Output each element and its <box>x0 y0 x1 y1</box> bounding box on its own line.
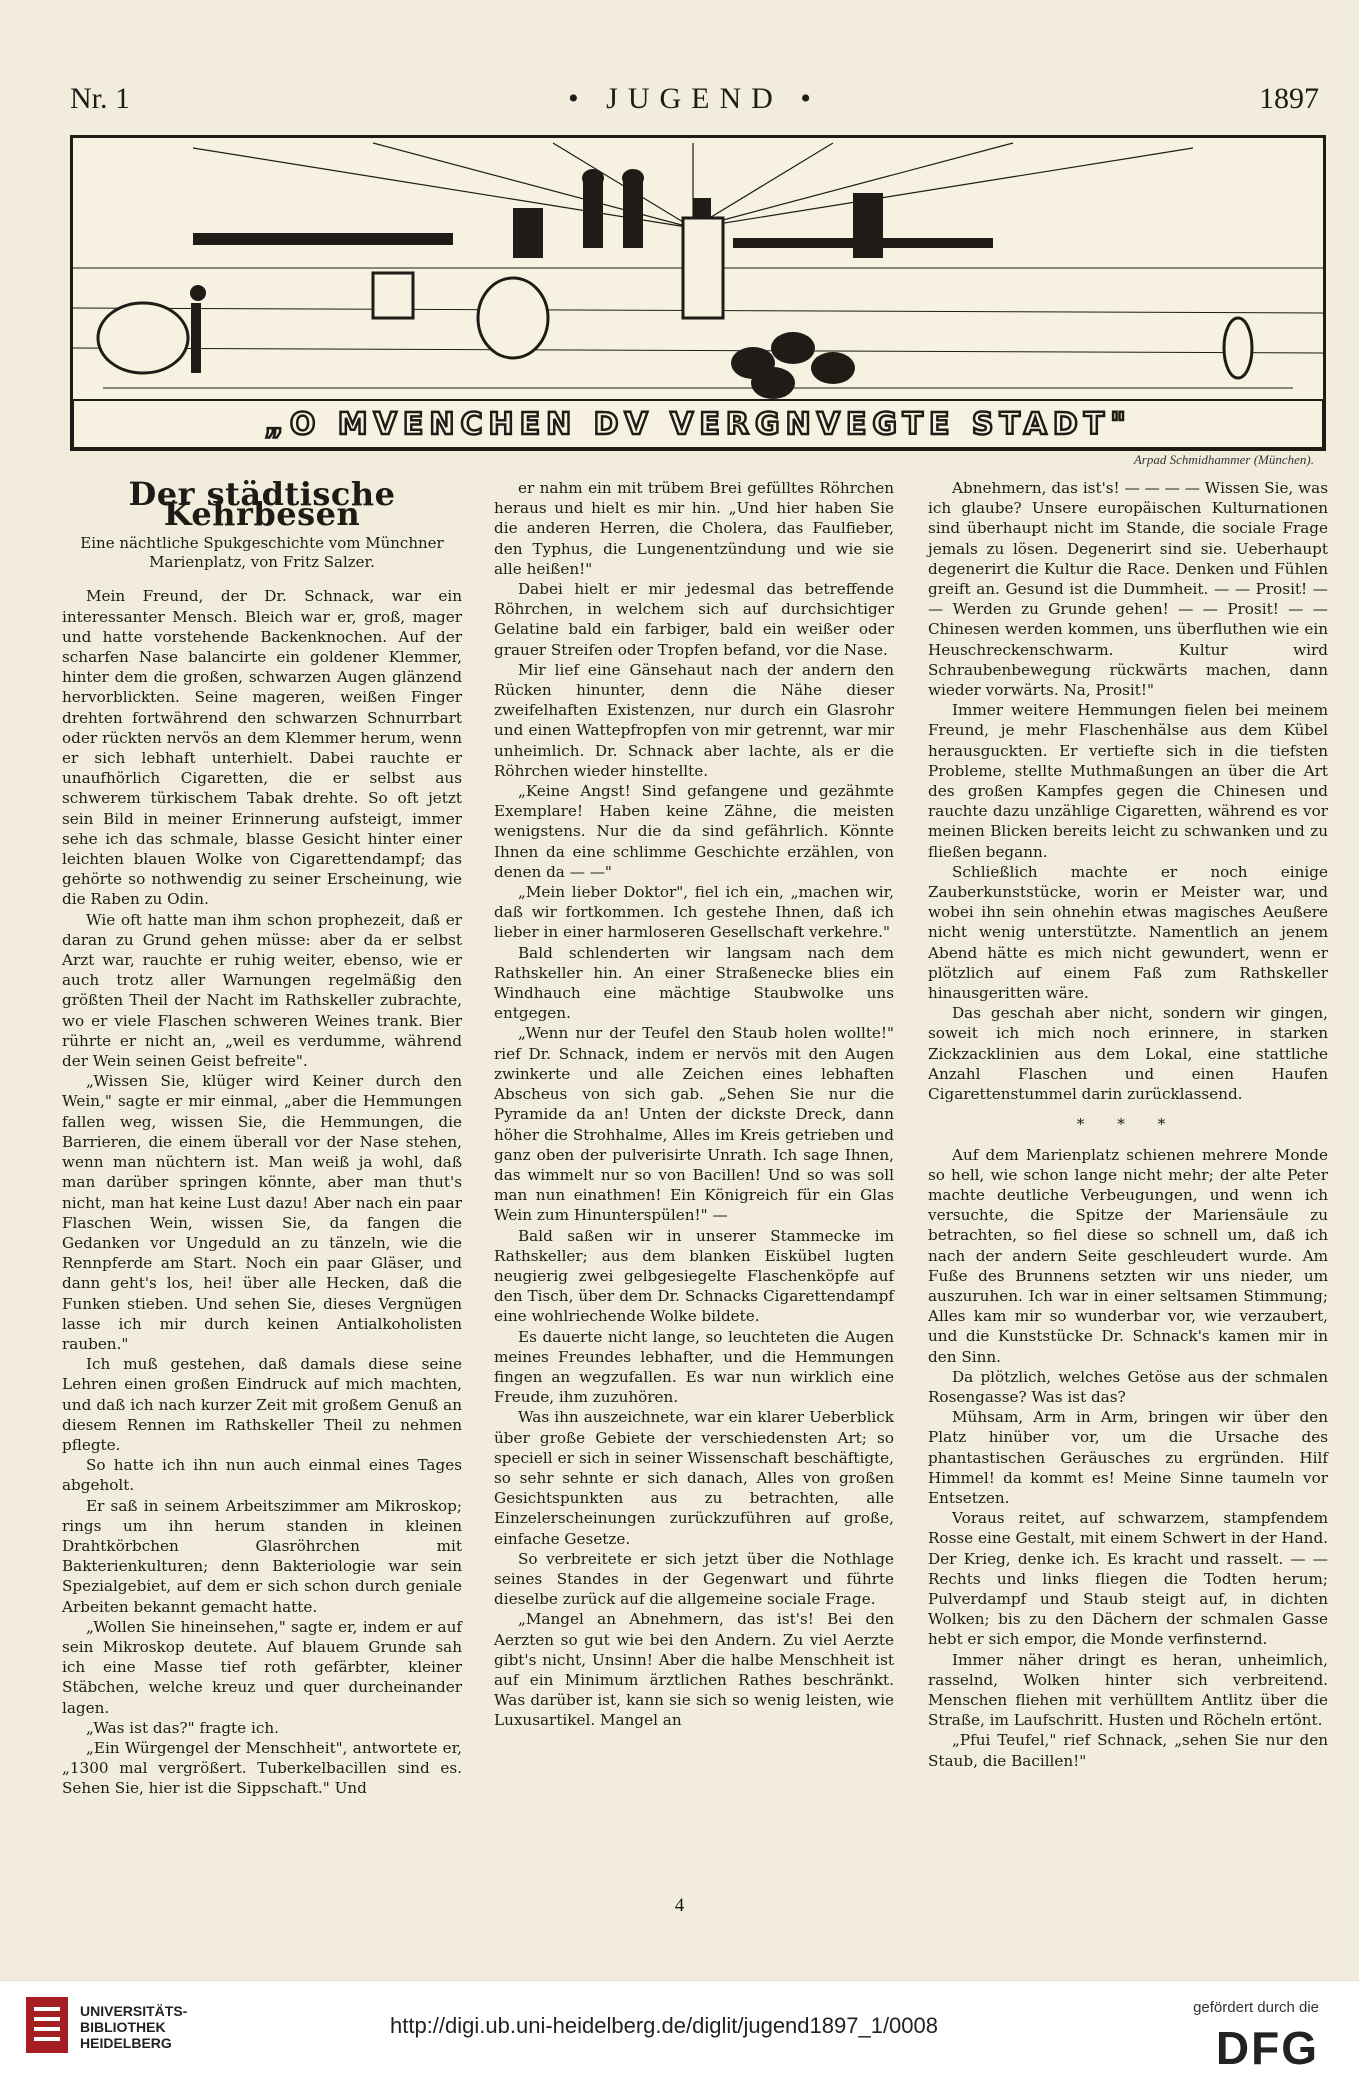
column-1 <box>62 475 462 1799</box>
paragraph: Wie oft hatte man ihm schon prophezeit, daß er daran zu Grund gehen müsse: aber da er selbst Arzt war, rauchte er ruhig weiter, ebenso, wie er auch trotz aller Warnungen regelmäßig den größten Theil der Nacht im Rathskeller zubrachte, wo er viele Flaschen schweren Weines trank. Bier rührte er nicht an, „weil es verdumme, während der Wein seinen Geist befreite". <box>62 910 462 1071</box>
viewer-footer <box>0 1980 1359 2079</box>
issue-number: Nr. 1 <box>70 82 130 115</box>
university-library-logo-icon <box>24 1995 70 2055</box>
paragraph: „Wissen Sie, klüger wird Keiner durch den Wein," sagte er mir einmal, „aber die Hemmungen fallen weg, wissen Sie, die Hemmungen, die Barrieren, die einem überall vor der Nase stehen, wenn man nüchtern ist. Man weiß ja wohl, daß man darüber springen könnte, aber man thut's nicht, man hat keine Lust dazu! Aber nach ein paar Flaschen Wein, wissen Sie, da fangen die Gedanken vor Ungeduld an zu tänzeln, wie die Rennpferde am Start. Noch ein paar Gläser, und dann geht's los, hei! über alle Hecken, daß die Funken stieben. Und sehen Sie, dieses Vergnügen lasse ich mir durch keinen Antialkoholisten rauben." <box>62 1072 462 1353</box>
paragraph: „Pfui Teufel," rief Schnack, „sehen Sie nur den Staub, die Bacillen!" <box>928 1731 1328 1770</box>
paragraph: Da plötzlich, welches Getöse aus der schmalen Rosengasse? Was ist das? <box>928 1367 1328 1406</box>
paragraph: Das geschah aber nicht, sondern wir gingen, soweit ich mich noch erinnere, in starken Zickzacklinien aus dem Lokal, eine stattliche Anzahl Flaschen und einen Haufen Cigarettenstummel darin zurücklassend. <box>928 1004 1328 1104</box>
paragraph: So verbreitete er sich jetzt über die Nothlage seines Standes in der Gegenwart und führte dieselbe zurück auf die allgemeine sociale Frage. <box>494 1549 894 1609</box>
paragraph: Abnehmern, das ist's! — — — — Wissen Sie, was ich glaube? Unsere europäischen Kulturnationen sind überhaupt nicht im Stande, die sociale Frage jemals zu lösen. Degenerirt sind sie. Ueberhaupt degenerirt die Kultur die Race. Denken und Fühlen greift an. Gesund ist die Dummheit. — — Prosit! — — Werden zu Grunde gehen! — — Prosit! — — Chinesen werden kommen, uns überfluthen wie ein Heuschreckenschwarm. Kultur wird Schraubenbewegung rückwärts machen, dann wieder vorwärts. Na, Prosit!" <box>928 479 1328 700</box>
paragraph: Was ihn auszeichnete, war ein klarer Ueberblick über große Gebiete der verschiedensten Art; so speciell er sich in seiner Wissenschaft beschäftigte, so sehr sehnte er sich danach, Alles von großen Gesichtspunkten aus zu betrachten, alle Einzelerscheinungen zurückzuführen auf große, einfache Gesetze. <box>494 1408 894 1548</box>
paragraph: Bald saßen wir in unserer Stammecke im Rathskeller; aus dem blanken Eiskübel lugten neugierig zwei gelbgesiegelte Flaschenköpfe auf den Tisch, über dem Dr. Schnacks Cigarettendampf eine wohlriechende Wolke bildete. <box>494 1226 894 1326</box>
paragraph: „Keine Angst! Sind gefangene und gezähmte Exemplare! Haben keine Zähne, die meisten wenigstens. Nur die da sind gefährlich. Könnte Ihnen da eine schlimme Geschichte erzählen, von denen da — —" <box>494 782 894 881</box>
paragraph: „Wenn nur der Teufel den Staub holen wollte!" rief Dr. Schnack, indem er nervös mit den Augen zwinkerte und alle Zeichen eines lebhaften Abscheus von sich gab. „Sehen Sie nur die Pyramide da an! Unten der dickste Dreck, dann höher die Strohhalme, Alles im Kreis getrieben und ganz oben der pulverisirte Unrath. Ich sage Ihnen, das wimmelt nur so von Bacillen! Und so was soll man nun einathmen! Ein Königreich für ein Glas Wein zum Hinunterspülen!" — <box>494 1024 894 1225</box>
paragraph: Dabei hielt er mir jedesmal das betreffende Röhrchen, in welchem sich auf durchsichtiger Gelatine bald ein farbiger, bald ein weißer oder grauer Streifen oder Tropfen befand, vor die Nase. <box>494 580 894 659</box>
paragraph: Auf dem Marienplatz schienen mehrere Monde so hell, wie schon lange nicht mehr; der alte Peter machte deutliche Verbeugungen, und wenn ich versuchte, die Spitze der Mariensäule zu betrachten, so fiel diese so schnell um, daß ich nach der andern Seite geschleudert wurde. Am Fuße des Brunnens setzten wir uns nieder, um auszuruhen. Ich war in einer seltsamen Stimmung; Alles kam mir so wunderbar vor, wie verzaubert, und die Kunststücke Dr. Schnack's kamen mir in den Sinn. <box>928 1145 1328 1366</box>
paragraph: Bald schlenderten wir langsam nach dem Rathskeller hin. An einer Straßenecke blies ein Windhauch eine mächtige Staubwolke uns entgegen. <box>494 943 894 1023</box>
dfg-logo: DFG <box>1215 2022 1319 2074</box>
paragraph: er nahm ein mit trübem Brei gefülltes Röhrchen heraus und hielt es mir hin. „Und hier haben Sie die anderen Herren, die Cholera, das Faulfieber, den Typhus, die Lungenentzündung und wie sie alle heißen!" <box>494 479 894 578</box>
paragraph: Er saß in seinem Arbeitszimmer am Mikroskop; rings um ihn herum standen in kleinen Drahtkörbchen Glasröhrchen mit Bakterienkulturen; denn Bakteriologie war sein Spezialgebiet, auf dem er sich schon durch geniale Arbeiten bekannt gemacht hatte. <box>62 1496 462 1616</box>
article-columns <box>62 475 1330 1878</box>
library-name: UNIVERSITÄTS- BIBLIOTHEK HEIDELBERG <box>80 2003 188 2051</box>
paragraph: „Was ist das?" fragte ich. <box>86 1718 279 1737</box>
article-subtitle: Eine nächtliche Spukgeschichte vom Münchner Marienplatz, von Fritz Salzer. <box>80 534 444 572</box>
paragraph: Es dauerte nicht lange, so leuchteten die Augen meines Freundes lebhafter, und die Hemmungen fingen an wegzufallen. Es war nun wirklich eine Freude, ihm zuzuhören. <box>494 1327 894 1407</box>
paragraph: Mein Freund, der Dr. Schnack, war ein interessanter Mensch. Bleich war er, groß, mager und hatte vorstehende Backenknochen. Auf der scharfen Nase balancirte ein goldener Klemmer, hinter dem die großen, schwarzen Augen glänzend hervorblickten. Seine mageren, weißen Finger drehten fortwährend den schwarzen Schnurrbart oder rückten nervös an dem Klemmer herum, wenn er sich lebhaft unterhielt. Dabei rauchte er unaufhörlich Cigaretten, die er selbst aus schwerem türkischem Tabak drehte. So oft jetzt sein Bild in meiner Erinnerung aufsteigt, immer sehe ich das schmale, blasse Gesicht hinter einer leichten blauen Wolke von Cigarettendampf; das gehörte so nothwendig zu seiner Erscheinung, wie die Raben zu Odin. <box>62 587 462 909</box>
paragraph: „Mein lieber Doktor", fiel ich ein, „machen wir, daß wir fortkommen. Ich gestehe Ihnen, daß ich lieber in einer harmloseren Gesellschaft verkehre." <box>494 883 894 942</box>
paragraph: So hatte ich ihn nun auch einmal eines Tages abgeholt. <box>62 1456 462 1495</box>
paragraph: „Wollen Sie hineinsehen," sagte er, indem er auf sein Mikroskop deutete. Auf blauem Grunde sah ich eine Masse tief roth gefärbter, kleiner Stäbchen, welche kreuz und quer durcheinander lagen. <box>62 1617 462 1717</box>
paragraph: Ich muß gestehen, daß damals diese seine Lehren einen großen Eindruck auf mich machten, und daß ich nach kurzer Zeit mit großem Genuß an diesem Rennen im Rathskeller Theil zu nehmen pflegte. <box>62 1355 462 1454</box>
section-divider: * * * <box>1076 1115 1180 1134</box>
year: 1897 <box>1259 82 1319 115</box>
paragraph: Mir lief eine Gänsehaut nach der andern den Rücken hinunter, denn die Nähe dieser zweifelhaften Existenzen, nur durch ein Glasrohr und einen Wattepfropfen von mir getrennt, war mir unheimlich. Dr. Schnack aber lachte, als er die Röhrchen wieder hinstellte. <box>494 660 894 780</box>
paragraph: „Mangel an Abnehmern, das ist's! Bei den Aerzten so gut wie bei den Andern. Zu viel Aerzte gibt's nicht, Unsinn! Aber die halbe Menschheit ist auf ein Minimum ärztlichen Rathes beschränkt. Was darüber ist, kann sie sich so wenig leisten, wie Luxusartikel. Mangel an <box>494 1610 894 1730</box>
paragraph: Voraus reitet, auf schwarzem, stampfendem Rosse eine Gestalt, mit einem Schwert in der Hand. Der Krieg, denke ich. Es kracht und rasselt. — — Rechts und links fliegen die Todten herum; Pulverdampf und Staub steigt auf, in dichten Wolken; bis zu den Dächern der schmalen Gasse hebt er sich empor, die Monde verfinsternd. <box>928 1509 1328 1649</box>
column-2 <box>494 478 894 1731</box>
paragraph: Immer näher dringt es heran, unheimlich, rasselnd, Wolken hinter sich verbreitend. Menschen fliehen mit verhülltem Antlitz über die Straße, im Laufschritt. Husten und Röcheln ertönt. <box>928 1650 1328 1730</box>
page-number: 4 <box>674 1895 685 1916</box>
paragraph: Schließlich machte er noch einige Zauberkunststücke, worin er Meister war, und wobei ihn sein ohnehin etwas magisches Aeußere nicht wenig unterstützte. Namentlich an jenem Abend hätte es mich nicht gewundert, wenn er plötzlich auf einem Faß zum Rathskeller hinausgeritten wäre. <box>928 862 1328 1003</box>
page-header <box>70 82 1319 122</box>
header-illustration <box>70 135 1326 451</box>
magazine-title: • JUGEND • <box>568 82 821 115</box>
funding-label: gefördert durch die <box>1193 1999 1319 2016</box>
munich-cityscape-illustration <box>73 138 1323 448</box>
paragraph: Immer weitere Hemmungen fielen bei meinem Freund, je mehr Flaschenhälse aus dem Kübel herausguckten. Er vertiefte sich in die tiefsten Probleme, stellte Muthmaßungen an über die Art des großen Kampfes gegen die Chinesen und rauchte dazu unzählige Cigaretten, während es vor meinen Blicken bereits leicht zu schwanken und zu fließen begann. <box>928 701 1328 861</box>
paragraph: Mühsam, Arm in Arm, bringen wir über den Platz hinüber vor, um die Ursache des phantastischen Geräusches zu ergründen. Hilf Himmel! da kommt es! Meine Sinne taumeln vor Entsetzen. <box>928 1408 1328 1507</box>
article-title: Der städtische Kehrbesen <box>128 475 396 534</box>
paragraph: „Ein Würgengel der Menschheit", antwortete er, „1300 mal vergrößert. Tuberkelbacillen sind es. Sehen Sie, hier ist die Sippschaft." Und <box>62 1738 462 1798</box>
source-url-link[interactable]: http://digi.ub.uni-heidelberg.de/diglit/jugend1897_1/0008 <box>390 2013 938 2038</box>
illustration-credit: Arpad Schmidhammer (München). <box>1133 452 1314 467</box>
column-3 <box>928 478 1328 1771</box>
illustration-banner-text: „O MVENCHEN DV VERGNVEGTE STADT" <box>264 407 1132 442</box>
